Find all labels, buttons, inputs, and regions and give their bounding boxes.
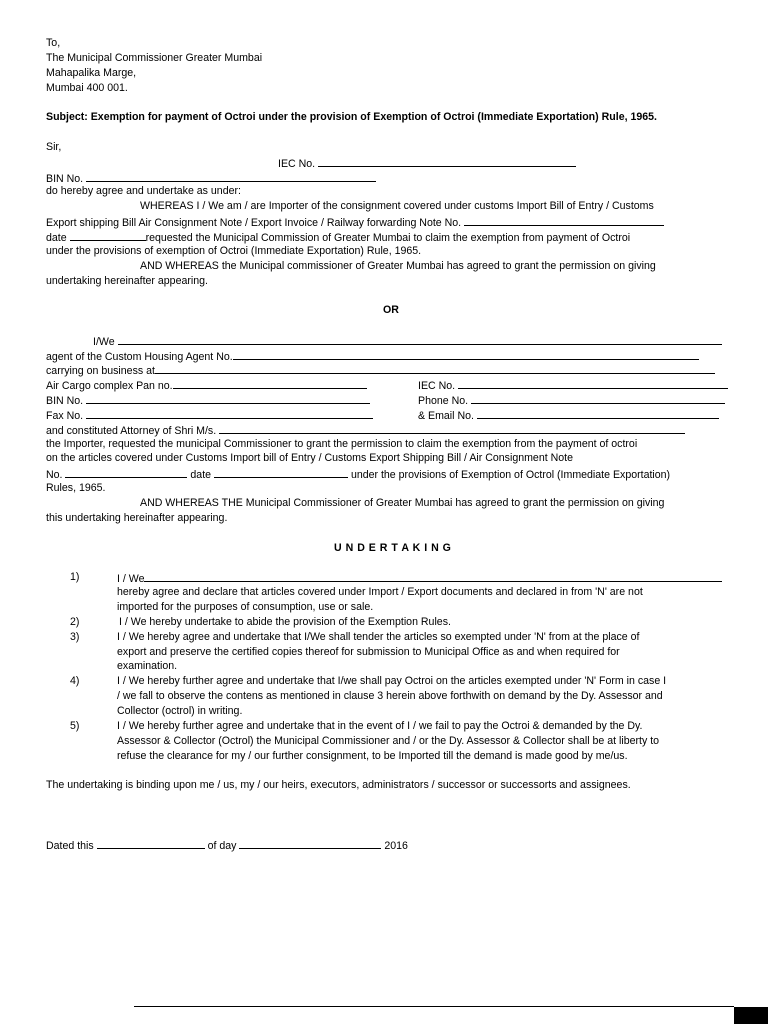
binding-text: The undertaking is binding upon me / us, my / our heirs, executors, administrators / successor or successorts and assignees. <box>46 779 631 791</box>
bin-blank-2[interactable] <box>86 392 370 404</box>
address-line: Mumbai 400 001. <box>46 82 128 94</box>
rules-text: Rules, 1965. <box>46 482 106 494</box>
whereas-text: WHEREAS I / We am / are Importer of the consignment covered under customs Import Bill of Entry / Customs <box>140 200 654 212</box>
date-requested-text: date requested the Municipal Commission of Greater Mumbai to claim the exemption from payment of Octroi <box>46 229 630 246</box>
footer-corner-block <box>734 1007 768 1024</box>
fax-field: Fax No. <box>46 407 373 424</box>
item-text: hereby agree and declare that articles covered under Import / Export documents and declared in from 'N' are not <box>117 586 643 598</box>
provisions-text: under the provisions of exemption of Octroi (Immediate Exportation) Rule, 1965. <box>46 245 422 257</box>
item-text: imported for the purposes of consumption, use or sale. <box>117 601 374 613</box>
bin-label: BIN No. <box>46 173 84 185</box>
item-number: 4) <box>70 675 80 687</box>
iec-field-2: IEC No. <box>418 377 728 394</box>
item-text: Assessor & Collector (Octrol) the Municipal Commissioner and / or the Dy. Assessor & Collector shall be at liberty to <box>117 735 660 747</box>
no-date-line: No. date under the provisions of Exemption of Octrol (Immediate Exportation) <box>46 466 670 483</box>
item-text: I / We <box>117 570 722 587</box>
agent-field: agent of the Custom Housing Agent No. <box>46 348 699 365</box>
item-text: I / We hereby further agree and undertake that in the event of I / we fail to pay the Octroi & demanded by the Dy. <box>117 720 643 732</box>
bin-field-2: BIN No. <box>46 392 370 409</box>
consignment-no-blank[interactable] <box>65 466 187 478</box>
item-text: Collector (octrol) in writing. <box>117 705 243 717</box>
item-text: / we fall to observe the contens as mentioned in clause 3 herein above forthwith on demand by the Dy. Assessor and <box>117 690 663 702</box>
iec-blank-2[interactable] <box>458 377 728 389</box>
attorney-field: and constituted Attorney of Shri M/s. <box>46 422 685 439</box>
email-blank[interactable] <box>477 407 719 419</box>
bin-blank[interactable] <box>86 170 376 182</box>
iec-blank[interactable] <box>318 155 576 167</box>
item-text: I / We hereby further agree and undertake that I/we shall pay Octroi on the articles exempted under 'N' Form in case I <box>117 675 667 687</box>
subject-line: Subject: Exemption for payment of Octroi under the provision of Exemption of Octroi (Immediate Exportation) Rule, 1965. <box>46 111 657 123</box>
andwhereas-text-2: this undertaking hereinafter appearing. <box>46 512 228 524</box>
item-number: 2) <box>70 616 80 628</box>
attorney-blank[interactable] <box>219 422 685 434</box>
or-separator: OR <box>383 304 399 316</box>
dated-blank[interactable] <box>97 837 205 849</box>
importer-text: on the articles covered under Customs Import bill of Entry / Customs Export Shipping Bill / Air Consignment Note <box>46 452 573 464</box>
item-text: export and preserve the certified copies thereof for submission to Municipal Office as and when required for <box>117 646 620 658</box>
andwhereas-text: undertaking hereinafter appearing. <box>46 275 208 287</box>
andwhereas-text: AND WHEREAS the Municipal commissioner of Greater Mumbai has agreed to grant the permission on giving <box>140 260 656 272</box>
item-text: I / We hereby agree and undertake that I/We shall tender the articles so exempted under 'N' from at the place of <box>117 631 640 643</box>
fax-blank[interactable] <box>86 407 373 419</box>
importer-text: the Importer, requested the municipal Commissioner to grant the permission to claim the exemption from the payment of octroi <box>46 438 638 450</box>
date-blank[interactable] <box>70 229 146 241</box>
item-number: 5) <box>70 720 80 732</box>
phone-field: Phone No. <box>418 392 725 409</box>
email-field: & Email No. <box>418 407 719 424</box>
item-text: examination. <box>117 660 178 672</box>
business-blank[interactable] <box>155 362 715 374</box>
address-to: To, <box>46 37 61 49</box>
agree-text: do hereby agree and undertake as under: <box>46 185 241 197</box>
item-number: 3) <box>70 631 80 643</box>
item-text: refuse the clearance for my / our further consignment, to be Imported till the demand is made good by me/us. <box>117 750 628 762</box>
iec-label: IEC No. <box>278 158 316 170</box>
day-blank[interactable] <box>239 837 381 849</box>
address-line: The Municipal Commissioner Greater Mumbai <box>46 52 263 64</box>
phone-blank[interactable] <box>471 392 725 404</box>
undertaking-title: U N D E R T A K I N G <box>334 542 452 554</box>
item-number: 1) <box>70 571 80 583</box>
andwhereas-text-2: AND WHEREAS THE Municipal Commissioner of Greater Mumbai has agreed to grant the permission on giving <box>140 497 665 509</box>
item-text: I / We hereby undertake to abide the provision of the Exemption Rules. <box>119 616 451 628</box>
dated-line: Dated this of day 2016 <box>46 837 408 854</box>
aircargo-field: Air Cargo complex Pan no. <box>46 377 367 394</box>
address-line: Mahapalika Marge, <box>46 67 137 79</box>
iwe-undertaking-blank[interactable] <box>144 570 722 582</box>
consignment-date-blank[interactable] <box>214 466 348 478</box>
note-no-blank[interactable] <box>464 214 664 226</box>
pan-blank[interactable] <box>173 377 367 389</box>
whereas-text: Export shipping Bill Air Consignment Note / Export Invoice / Railway forwarding Note No. <box>46 214 664 231</box>
salutation: Sir, <box>46 141 62 153</box>
footer-rule <box>134 1006 734 1007</box>
iwe-blank[interactable] <box>118 333 722 345</box>
carrying-field: carrying on business at <box>46 362 715 379</box>
iwe-field: I/We <box>93 333 722 350</box>
agent-blank[interactable] <box>233 348 699 360</box>
